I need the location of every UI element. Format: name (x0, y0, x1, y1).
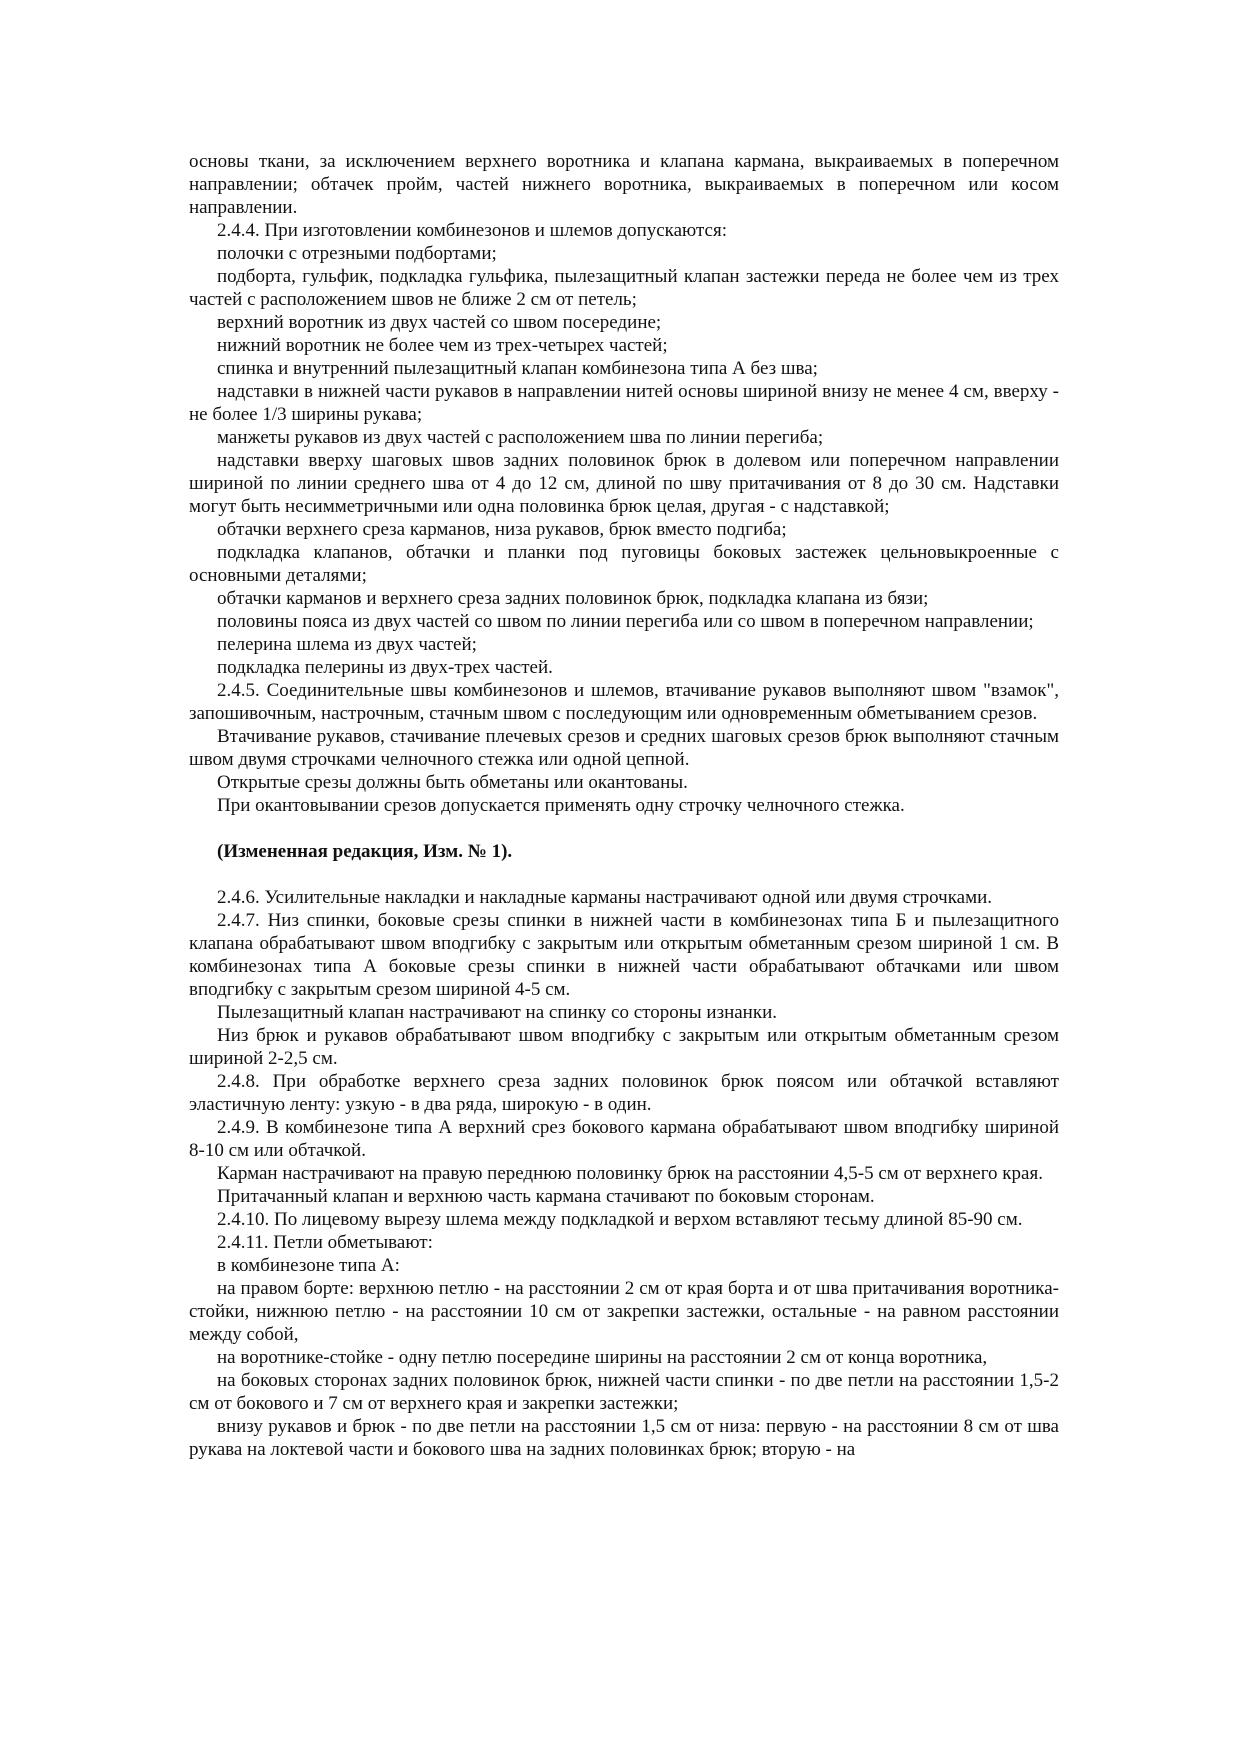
paragraph: 2.4.7. Низ спинки, боковые срезы спинки в нижней части в комбинезонах типа Б и пылезащитного клапана обрабатывают швом вподгибку с закрытым или открытым обметанным срезом шириной 1 см. В комбинезонах типа А боковые срезы спинки в нижней части обрабатывают обтачками или швом вподгибку с закрытым срезом шириной 4-5 см. (189, 910, 1059, 1000)
paragraph: Втачивание рукавов, стачивание плечевых срезов и средних шаговых срезов брюк выполняют стачным швом двумя строчками челночного стежка или одной цепной. (189, 726, 1059, 770)
revision-note: (Измененная редакция, Изм. № 1). (217, 841, 513, 862)
paragraph: подкладка пелерины из двух-трех частей. (217, 657, 553, 678)
paragraph: обтачки верхнего среза карманов, низа рукавов, брюк вместо подгиба; (217, 519, 787, 540)
paragraph: основы ткани, за исключением верхнего воротника и клапана кармана, выкраиваемых в поперечном направлении; обтачек пройм, частей нижнего воротника, выкраиваемых в поперечном или косом направлении. (189, 151, 1059, 218)
paragraph: 2.4.6. Усилительные накладки и накладные карманы настрачивают одной или двумя строчками. (217, 887, 993, 908)
paragraph: обтачки карманов и верхнего среза задних половинок брюк, подкладка клапана из бязи; (217, 588, 929, 609)
paragraph: Пылезащитный клапан настрачивают на спинку со стороны изнанки. (217, 1002, 777, 1023)
paragraph: нижний воротник не более чем из трех-четырех частей; (217, 335, 668, 356)
paragraph: на правом борте: верхнюю петлю - на расстоянии 2 см от края борта и от шва притачивания воротника-стойки, нижнюю петлю - на расстоянии 10 см от закрепки застежки, остальные - на равном расстоянии между собой, (189, 1278, 1059, 1345)
paragraph: полочки с отрезными подбортами; (217, 243, 497, 264)
paragraph: надставки вверху шаговых швов задних половинок брюк в долевом или поперечном направлении шириной по линии среднего шва от 4 до 12 см, длиной по шву притачивания от 8 до 30 см. Надставки могут быть несимметричными или одна половинка брюк целая, другая - с надставкой; (189, 450, 1059, 517)
paragraph: в комбинезоне типа А: (217, 1255, 400, 1276)
paragraph: 2.4.9. В комбинезоне типа А верхний срез бокового кармана обрабатывают швом вподгибку шириной 8-10 см или обтачкой. (189, 1117, 1059, 1161)
paragraph: внизу рукавов и брюк - по две петли на расстоянии 1,5 см от низа: первую - на расстоянии 8 см от шва рукава на локтевой части и бокового шва на задних половинках брюк; вторую - на (189, 1416, 1059, 1460)
paragraph: надставки в нижней части рукавов в направлении нитей основы шириной внизу не менее 4 см, вверху - не более 1/3 ширины рукава; (189, 381, 1059, 425)
paragraph: на боковых сторонах задних половинок брюк, нижней части спинки - по две петли на расстоянии 1,5-2 см от бокового и 7 см от верхнего края и закрепки застежки; (189, 1370, 1059, 1414)
paragraph: 2.4.10. По лицевому вырезу шлема между подкладкой и верхом вставляют тесьму длиной 85-90 см. (217, 1209, 1023, 1230)
paragraph: верхний воротник из двух частей со швом посередине; (217, 312, 662, 333)
paragraph: пелерина шлема из двух частей; (217, 634, 477, 655)
paragraph: При окантовывании срезов допускается применять одну строчку челночного стежка. (217, 795, 905, 816)
paragraph: 2.4.8. При обработке верхнего среза задних половинок брюк поясом или обтачкой вставляют эластичную ленту: узкую - в два ряда, широкую - в один. (189, 1071, 1059, 1115)
paragraph: Карман настрачивают на правую переднюю половинку брюк на расстоянии 4,5-5 см от верхнего края. (217, 1163, 1043, 1184)
paragraph: подборта, гульфик, подкладка гульфика, пылезащитный клапан застежки переда не более чем из трех частей с расположением швов не ближе 2 см от петель; (189, 266, 1059, 310)
paragraph: Низ брюк и рукавов обрабатывают швом вподгибку с закрытым или открытым обметанным срезом шириной 2-2,5 см. (189, 1025, 1059, 1069)
paragraph: Открытые срезы должны быть обметаны или окантованы. (217, 772, 688, 793)
paragraph: Притачанный клапан и верхнюю часть кармана стачивают по боковым сторонам. (217, 1186, 875, 1207)
paragraph: спинка и внутренний пылезащитный клапан комбинезона типа А без шва; (217, 358, 818, 379)
document-page (189, 150, 1059, 1461)
paragraph: 2.4.11. Петли обметывают: (217, 1232, 433, 1253)
paragraph: манжеты рукавов из двух частей с расположением шва по линии перегиба; (217, 427, 824, 448)
paragraph: подкладка клапанов, обтачки и планки под пуговицы боковых застежек цельновыкроенные с основными деталями; (189, 542, 1059, 586)
paragraph: половины пояса из двух частей со швом по линии перегиба или со швом в поперечном направлении; (217, 611, 1034, 632)
paragraph: 2.4.4. При изготовлении комбинезонов и шлемов допускаются: (217, 220, 727, 241)
paragraph: на воротнике-стойке - одну петлю посередине ширины на расстоянии 2 см от конца воротника, (217, 1347, 988, 1368)
paragraph: 2.4.5. Соединительные швы комбинезонов и шлемов, втачивание рукавов выполняют швом "взамок", запошивочным, настрочным, стачным швом с последующим или одновременным обметыванием срезов. (189, 680, 1059, 724)
